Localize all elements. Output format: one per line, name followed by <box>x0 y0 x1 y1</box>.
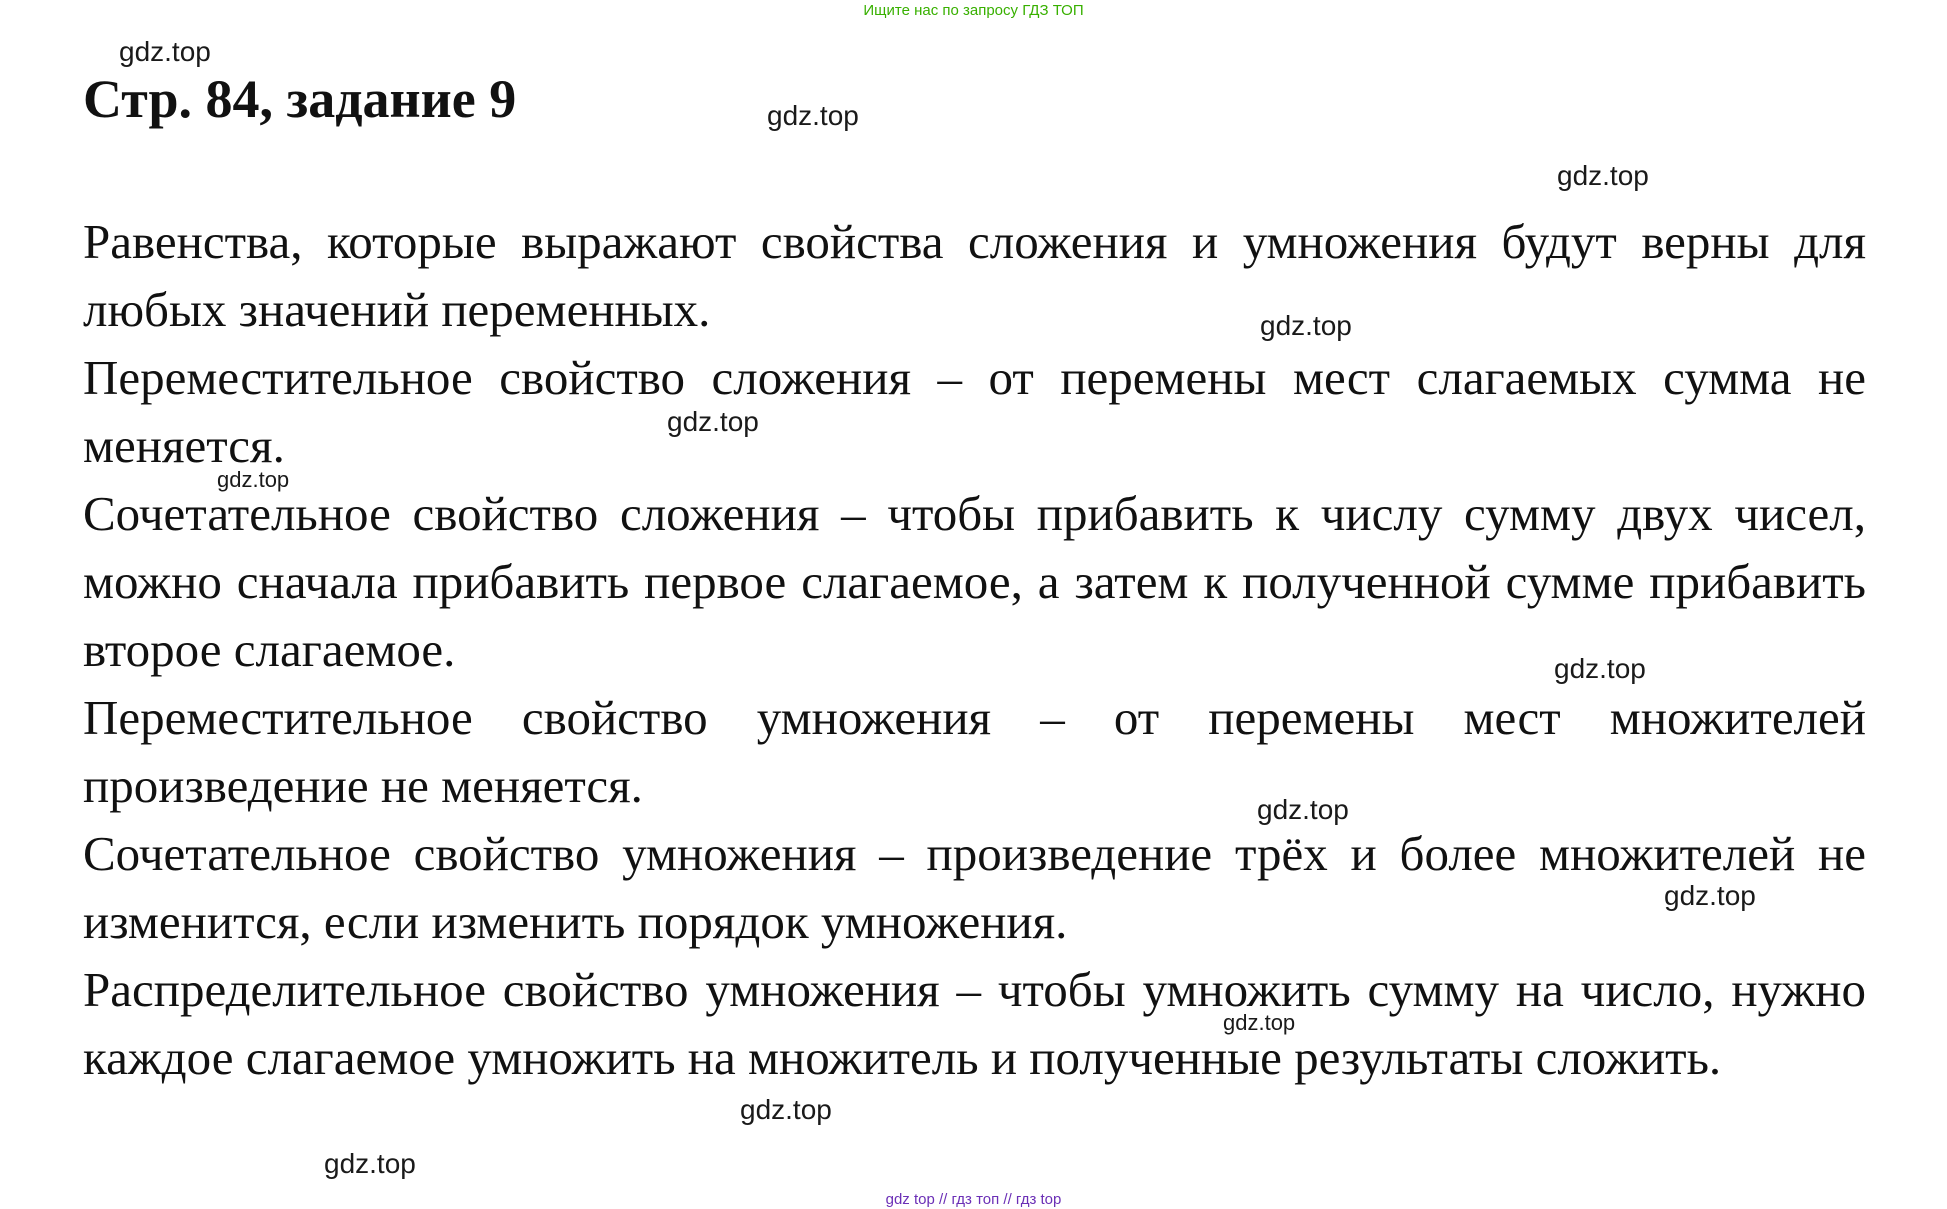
watermark: gdz.top <box>119 36 211 67</box>
watermark: gdz.top <box>1260 310 1352 341</box>
watermark: gdz.top <box>217 467 290 492</box>
watermark: gdz.top <box>1554 653 1646 684</box>
page-title: Стр. 84, задание 9 <box>83 69 517 129</box>
paragraph-commutative-multiplication: Переместительное свойство умножения – от перемены мест множителей произведение не меняется. <box>83 690 1866 813</box>
watermark: gdz.top <box>667 406 759 437</box>
watermark: gdz.top <box>1257 794 1349 825</box>
watermark: gdz.top <box>1664 880 1756 911</box>
paragraph-commutative-addition: Переместительное свойство сложения – от перемены мест слагаемых сумма не меняется. <box>83 350 1866 473</box>
answer-text <box>83 208 1866 1092</box>
paragraph-associative-addition: Сочетательное свойство сложения – чтобы прибавить к числу сумму двух чисел, можно сначала прибавить первое слагаемое, а затем к полученной сумме прибавить второе слагаемое. <box>83 486 1866 677</box>
paragraph-distributive-multiplication: Распределительное свойство умножения – чтобы умножить сумму на число, нужно каждое слагаемое умножить на множитель и полученные результаты сложить. <box>83 962 1866 1085</box>
watermark: gdz.top <box>740 1094 832 1125</box>
watermark: gdz.top <box>1557 160 1649 191</box>
watermark: gdz.top <box>767 100 859 131</box>
paragraph-associative-multiplication: Сочетательное свойство умножения – произведение трёх и более множителей не изменится, если изменить порядок умножения. <box>83 826 1866 949</box>
watermark: gdz.top <box>324 1148 416 1179</box>
paragraph-intro: Равенства, которые выражают свойства сложения и умножения будут верны для любых значений переменных. <box>83 214 1866 337</box>
watermark: gdz.top <box>1223 1010 1296 1035</box>
top-banner: Ищите нас по запросу ГДЗ ТОП <box>863 2 1084 19</box>
footer-links: gdz top // гдз топ // гдз top <box>885 1191 1062 1208</box>
